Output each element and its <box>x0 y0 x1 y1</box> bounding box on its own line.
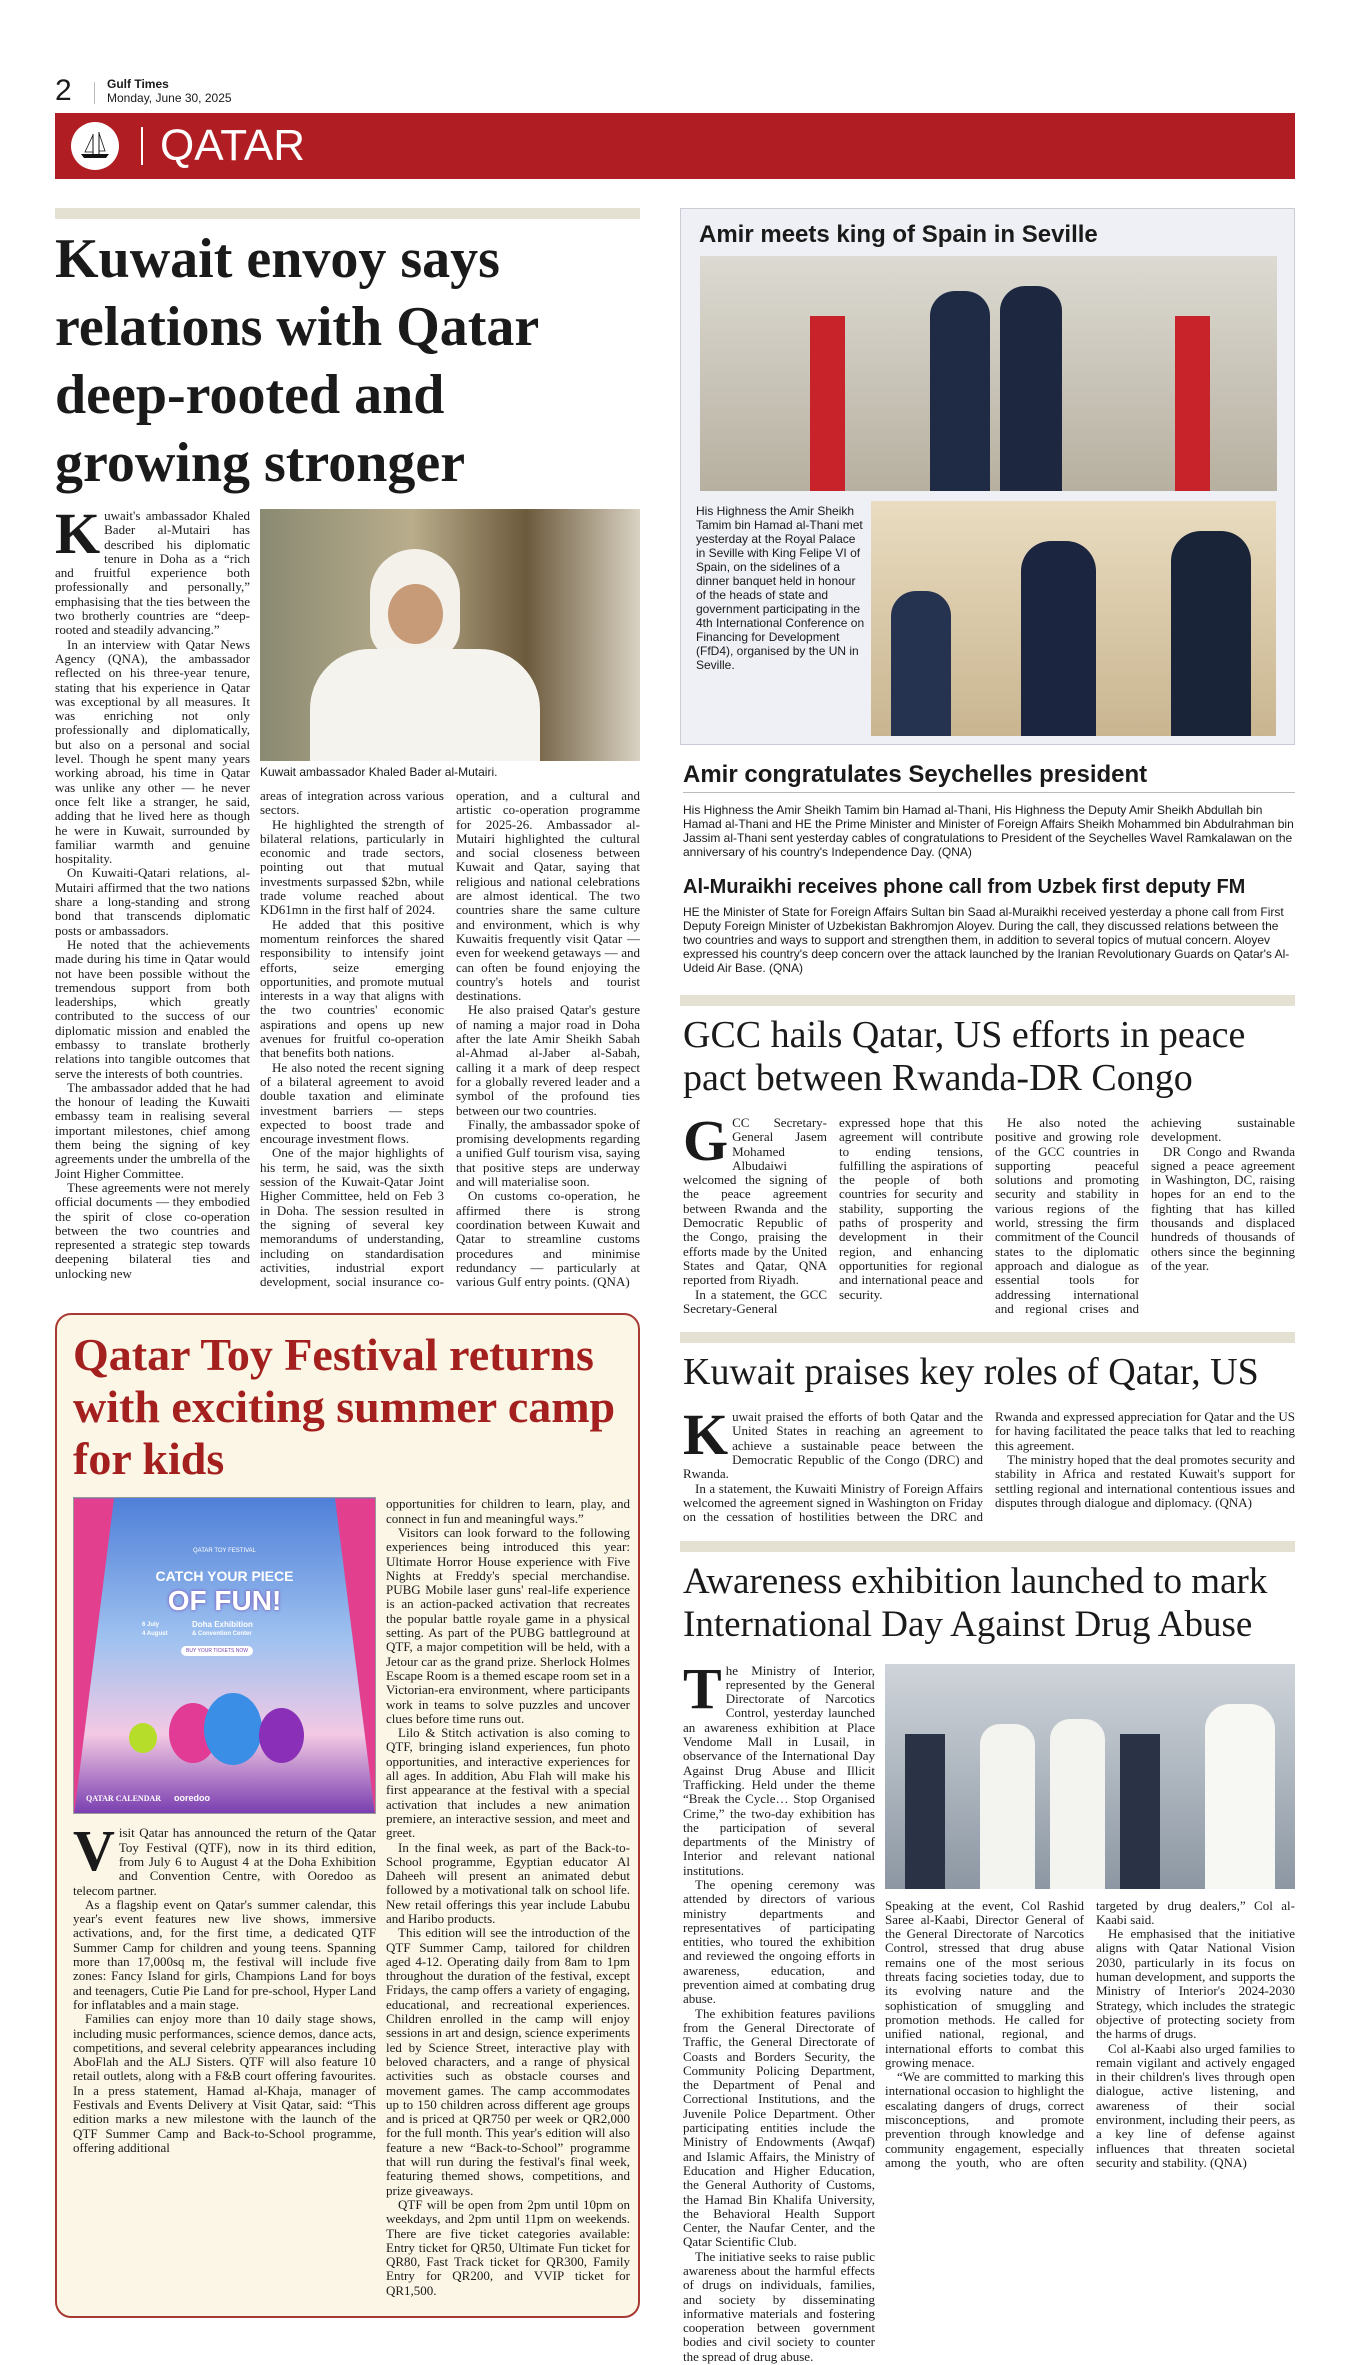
drug-col1 <box>683 1655 875 2365</box>
section-rule <box>55 208 640 219</box>
paragraph: On customs co-operation, he affirmed there is strong coordination between Kuwait and Qatar to streamline customs procedures and minimise redundancy — particularly at various Gulf entry points. (QNA) <box>456 1188 640 1290</box>
paragraph: As a flagship event on Qatar's summer calendar, this year's event features new live shows, immersive activations, and, for the first time, a dedicated QTF Summer Camp for children and young teens. Spanning more than 17,000sq m, the festival will include five zones: Fancy Island for girls, Champions Land for boys and teenagers, Cutie Pie Land for pre-school, Hyper Land for inflatables and a main stage. <box>73 1896 376 2012</box>
drug-cols <box>885 1899 1295 2171</box>
headline-gcc: GCC hails Qatar, US efforts in peace pact between Rwanda-DR Congo <box>683 1014 1246 1099</box>
paragraph: Kuwait's ambassador Khaled Bader al-Mutairi has described his diplomatic tenure in Doha as a “rich and fruitful experience both professionally and personally,” emphasising that the ties between the two brotherly countries are “deep-rooted and steadily advancing.” <box>55 501 250 638</box>
kuwait-envoy-cols <box>260 789 640 1289</box>
paragraph: The initiative seeks to raise public awareness about the harmful effects of drugs on individuals, families, and society by disseminating informative materials and fostering cooperation between government bodies and civil society to counter the spread of drug abuse. <box>683 2248 875 2364</box>
paragraph: He highlighted the strength of bilateral relations, particularly in economic and trade sectors, pointing out that mutual investments surpassed $2bn, while trade volume reached about KD61mn in the first half of 2024. <box>260 816 444 918</box>
paragraph: areas of integration across various sectors. <box>260 788 444 818</box>
dhow-logo-icon <box>71 122 119 170</box>
paragraph: The exhibition features pavilions from the General Directorate of Traffic, the General Directorate of Coasts and Borders Security, the Community Policing Department, the Department of Penal and Correctional Institutions, and the Juvenile Police Department. Other participating entities include the Ministry of Endowments (Awqaf) and Islamic Affairs, the Ministry of Education and Higher Education, the General Authority of Customs, the Hamad Bin Khalifa University, the Behavioral Health Support Center, the Naufar Center, and the Qatar Scientific Club. <box>683 2005 875 2250</box>
amir-spain-box <box>680 208 1295 745</box>
section-title: QATAR <box>160 121 306 170</box>
paragraph: Col al-Kaabi also urged families to remain vigilant and actively engaged in their children's lives through open dialogue, active listening, and awareness of their social environment, including their peers, as a key line of defense against influences that threaten societal security and stability. (QNA) <box>1096 2040 1295 2170</box>
section-rule <box>680 1541 1295 1552</box>
paper-name: Gulf Times <box>107 77 169 91</box>
poster-cta: BUY YOUR TICKETS NOW <box>181 1646 253 1656</box>
paragraph: DR Congo and Rwanda signed a peace agreement in Washington, DC, raising hopes for an end to the fighting that has killed thousands and displaced hundreds of thousands of others since the beginning of the year. <box>1151 1143 1295 1273</box>
ambassador-photo <box>260 509 640 761</box>
banner-divider <box>141 127 143 165</box>
seychelles-text: His Highness the Amir Sheikh Tamim bin Hamad al-Thani, His Highness the Deputy Amir Sheikh Abdullah bin Hamad al-Thani and HE the Prime Minister and Minister of Foreign Affairs Sheikh Mohammed bin Abdulrahman bin Jassim al-Thani sent yesterday cables of congratulations to President of the Seychelles Wavel Ramkalawan on the anniversary of his country's Independence Day. (QNA) <box>683 803 1294 859</box>
paragraph: The opening ceremony was attended by directors of various ministry departments and representatives of participating entities, who toured the exhibition and reviewed the ongoing efforts in awareness, education, and prevention aimed at combating drug abuse. <box>683 1876 875 2007</box>
paragraph: GCC Secretary-General Jasem Mohamed Albudaiwi welcomed the signing of the peace agreement between Rwanda and the Democratic Republic of the Congo, praising the efforts made by the United States and Qatar, QNA reported from Riyadh. <box>683 1108 827 1288</box>
paragraph: Families can enjoy more than 10 daily stage shows, including music performances, science demos, dance acts, competitions, and several celebrity appearances including AboFlah and the ALJ Sisters. QTF will also feature 10 retail outlets, along with a F&B court offering favourites. In a press statement, Hamad al-Khaja, manager of Festivals and Events Delivery at Visit Qatar, said: “This edition marks a new milestone with the launch of the QTF Summer Camp and Back-to-School programme, offering additional <box>73 2011 376 2155</box>
paragraph: On Kuwaiti-Qatari relations, al-Mutairi affirmed that the two nations share a long-standing and strong bond that transcends diplomatic posts or ambassadors. <box>55 865 250 938</box>
paragraph: Visitors can look forward to the following experiences being introduced this year: Ultimate Horror House experience with Five Nights at Freddy's special merchandise. PUBG Mobile laser guns' real-life experience is an action-packed activation that recreates the popular battle royale game in a physical setting. As part of the PUBG battleground at QTF, a major competition will be held, with a Jetour car as the grand prize. Sherlock Holmes Escape Room is a themed escape room set in a Victorian-era environment, where participants work in teams to solve puzzles and uncover clues before time runs out. <box>386 1524 630 1726</box>
section-banner <box>55 113 1295 179</box>
paragraph: He also noted the positive and growing role of the GCC countries in supporting peaceful solutions and promoting security and stability in various regions of the world, stressing the firm commitment of the Council states to the diplomatic approach and dialogue as essential tools for addressing international and regional crises and achieving sustainable development. <box>995 1115 1295 1316</box>
paragraph: opportunities for children to learn, play, and connect in fun and meaningful ways.” <box>386 1496 630 1526</box>
issue-date: Monday, June 30, 2025 <box>107 91 232 105</box>
toy-festival-right <box>386 1497 630 2298</box>
paragraph: Speaking at the event, Col Rashid Saree al-Kaabi, Director General of the General Directorate of Narcotics Control, stressed that drug abuse remains one of the most serious threats facing societies today, due to its evolving nature and the sophistication of smuggling and promotion methods. He called for unified national, regional, and international efforts to combat this growing menace. <box>885 1897 1084 2070</box>
folio-divider <box>94 82 95 104</box>
paragraph: He added that this positive momentum reinforces the shared responsibility to intensify joint efforts, seize emerging opportunities, and promote mutual interests in a way that aligns with the two countries' economic aspirations and opens up new avenues for fruitful co-operation that benefits both nations. <box>260 916 444 1061</box>
paragraph: He also noted the recent signing of a bilateral agreement to avoid double taxation and eliminate investment barriers — steps expected to boost trade and encourage investment flows. <box>260 1059 444 1147</box>
headline-kuwait-envoy: Kuwait envoy says relations with Qatar deep-rooted and growing stronger <box>55 228 539 494</box>
right-column <box>680 208 1295 2364</box>
paragraph: In the final week, as part of the Back-to-School programme, Egyptian educator Al Daheeh will present an animated debut followed by a motivational talk on school life. New retail offerings this year include Labubu and Haribo products. <box>386 1839 630 1926</box>
toy-festival-left <box>73 1818 376 2155</box>
paragraph: These agreements were not merely official documents — they embodied the spirit of close co-operation between the two countries and represented a strategic step towards deepening bilateral ties and unlocking new <box>55 1179 250 1281</box>
paragraph: In a statement, the Kuwaiti Ministry of Foreign Affairs welcomed the agreement signed in Washington on Friday on the cessation of hostilities between the DRC and Rwanda and expressed appreciation for Qatar and the US for having facilitated the peace talks that led to reaching this agreement. <box>683 1409 1295 1525</box>
headline-kuwait-praises: Kuwait praises key roles of Qatar, US <box>683 1351 1259 1394</box>
photo-caption: Kuwait ambassador Khaled Bader al-Mutairi. <box>260 765 498 779</box>
poster-venue-2: & Convention Center <box>192 1631 252 1638</box>
paragraph: In a statement, the GCC Secretary-General expressed hope that this agreement will contribute to ending tensions, fulfilling the aspirations of the people of both countries for security and stability, supporting the paths of prosperity and development in their region, and enhancing opportunities for regional and international peace and security. <box>683 1115 983 1316</box>
uzbek-text: HE the Minister of State for Foreign Affairs Sultan bin Saad al-Muraikhi received yesterday a phone call from First Deputy Foreign Minister of Uzbekistan Bakhromjon Aloyev. During the call, they discussed relations between the two countries and ways to support and strengthen them, in addition to several topics of mutual concern. Aloyev expressed his country's deep concern over the attack launched by the Iranian Revolutionary Guards on Qatar's Al-Udeid Air Base. (QNA) <box>683 905 1290 975</box>
section-rule <box>680 995 1295 1006</box>
paragraph: QTF will be open from 2pm until 10pm on weekdays, and 2pm until 11pm on weekends. There are five ticket categories available: Entry ticket for QR50, Ultimate Fun ticket for QR80, Fast Track ticket for QR300, Family Entry for QR200, and VVIP ticket for QR1,500. <box>386 2196 630 2298</box>
poster-date-1: 6 July <box>142 1622 160 1629</box>
paragraph: Finally, the ambassador spoke of promising developments regarding a unified Gulf tourism visa, saying that positive steps are underway and will materialise soon. <box>456 1116 640 1190</box>
handshake-photo <box>871 501 1276 736</box>
section-rule <box>680 1332 1295 1343</box>
paragraph: He also praised Qatar's gesture of naming a major road in Doha after the late Amir Sheikh Sabah al-Ahmad al-Jaber al-Sabah, calling it a mark of deep respect for a globally revered leader and a symbol of the profound ties between our two countries. <box>456 1002 640 1118</box>
paragraph: Kuwait praised the efforts of both Qatar and the United States in reaching an agreement to achieve a sustainable peace between the Democratic Republic of the Congo (DRC) and Rwanda. <box>683 1402 983 1482</box>
poster-date-2: 4 August <box>142 1631 168 1638</box>
poster-sponsor-2: ooredoo <box>174 1793 210 1804</box>
toy-festival-poster <box>73 1497 376 1814</box>
paragraph: The ambassador added that he had the honour of leading the Kuwaiti embassy team in realising several important milestones, chief among them being the signing of key agreements under the umbrella of the Joint Higher Committee. <box>55 1079 250 1181</box>
kuwait-envoy-col1 <box>55 501 250 1281</box>
amir-spain-title: Amir meets king of Spain in Seville <box>699 221 1098 248</box>
paragraph: He noted that the achievements made during his time in Qatar would not have been possible without the tremendous support from both leaderships, which greatly contributed to the success of our diplomatic mission and enabled the embassy to translate brotherly relations into tangible outcomes that serve the interests of both countries. <box>55 936 250 1081</box>
left-column <box>55 208 640 2318</box>
paragraph: He emphasised that the initiative aligns with Qatar National Vision 2030, particularly in its focus on human development, and supports the Ministry of Interior's 2024-2030 Strategy, which includes the strategic objective of protecting society from the harms of drugs. <box>1096 1926 1295 2042</box>
paragraph: Visit Qatar has announced the return of the Qatar Toy Festival (QTF), now in its third edition, from July 6 to August 4 at the Doha Exhibition and Convention Centre, with Ooredoo as telecom partner. <box>73 1818 376 1898</box>
paragraph: The ministry hoped that the deal promotes security and stability in Africa and restated Kuwait's support for settling regional and international contentious issues and disputes through dialogue and diplomacy. (QNA) <box>995 1452 1295 1510</box>
seychelles-title: Amir congratulates Seychelles president <box>683 761 1148 788</box>
poster-sponsor-1: QATAR CALENDAR <box>86 1794 162 1804</box>
title-underline <box>683 792 1295 793</box>
paragraph: This edition will see the introduction of the QTF Summer Camp, tailored for children aged 4-12. Operating daily from 8am to 1pm throughout the duration of the festival, except Fridays, the camp offers a variety of engaging, educational, and recreational experiences. Children enrolled in the camp will enjoy sessions in art and design, science experiments led by Science Street, interactive play with beloved characters, and a range of physical activities such as obstacle courses and movement games. The camp accommodates up to 150 children across different age groups and is priced at QR750 per week or QR2,000 for the full month. This year's edition will also feature a new “Back-to-School” programme that will run during the festival's final week, featuring themed shows, competitions, and prize giveaways. <box>386 1925 630 2198</box>
paragraph: In an interview with Qatar News Agency (QNA), the ambassador reflected on his three-year tenure, stating that his experience in Qatar was exceptional by all measures. It was enriching not only professionally and diplomatically, but also on a personal and social level. Though he spent many years working abroad, his time in Qatar was unlike any other — he never once felt like a stranger, he said, adding that he lived here as though he were in Kuwait, surrounded by familiar warmth and genuine hospitality. <box>55 636 250 867</box>
gcc-body <box>683 1108 1295 1316</box>
paragraph: The Ministry of Interior, represented by the General Directorate of Narcotics Control, yesterday launched an awareness exhibition at Place Vendome Mall in Lusail, in observance of the International Day Against Drug Abuse and Illicit Trafficking. Held under the theme “Break the Cycle… Stop Organised Crime,” the two-day exhibition has the participation of several departments of the Ministry of Interior and relevant national institutions. <box>683 1655 875 1878</box>
paragraph: “We are committed to marking this international occasion to highlight the escalating dangers of drugs, correct misconceptions, and promote prevention through knowledge and community engagement, especially among the youth, who are often targeted by drug dealers,” Col al-Kaabi said. <box>885 1897 1295 2170</box>
paragraph: One of the major highlights of his term, he said, was the sixth session of the Kuwait-Qatar Joint Higher Committee, held on Feb 3 in Doha. The session resulted in the signing of several key memorandums of understanding, including on standardisation activities, industrial export development, social insurance co-operation, and a cultural and artistic co-operation programme for 2025-26. Ambassador al-Mutairi highlighted the cultural and social closeness between Kuwait and Qatar, saying that religious and national celebrations are almost identical. The two countries share the same culture and environment, which is why Kuwaitis frequently visit Qatar — even for weekend getaways — and can often be found enjoying the country's hotels and tourist destinations. <box>260 788 640 1290</box>
poster-brand: QATAR TOY FESTIVAL <box>192 1548 257 1555</box>
poster-tagline: CATCH YOUR PIECE <box>155 1568 294 1585</box>
exhibition-photo <box>885 1664 1295 1889</box>
uzbek-title: Al-Muraikhi receives phone call from Uzbek first deputy FM <box>683 876 1246 898</box>
paragraph: Lilo & Stitch activation is also coming to QTF, bringing island experiences, fun photo opportunities, and interactive experiences for all ages. In addition, Abu Flah will make his first appearance at the festival with a special activation that includes a new animation premiere, an interactive session, and meet and greet. <box>386 1725 630 1841</box>
poster-tagline-2: OF FUN! <box>167 1585 282 1617</box>
page-number: 2 <box>55 74 72 107</box>
amir-spain-caption: His Highness the Amir Sheikh Tamim bin Hamad al-Thani met yesterday at the Royal Palace in Seville with King Felipe VI of Spain, on the sidelines of a dinner banquet held in honour of the heads of state and government participating in the 4th International Conference on Financing for Development (FfD4), organised by the UN in Seville. <box>696 504 865 672</box>
headline-drug-awareness: Awareness exhibition launched to mark International Day Against Drug Abuse <box>683 1560 1268 1645</box>
toy-festival-box <box>55 1313 640 2318</box>
poster-venue-1: Doha Exhibition <box>192 1620 253 1630</box>
kuwait-praises-body <box>683 1402 1295 1525</box>
headline-toy-festival: Qatar Toy Festival returns with exciting summer camp for kids <box>73 1329 616 1485</box>
amir-king-photo <box>700 256 1277 491</box>
